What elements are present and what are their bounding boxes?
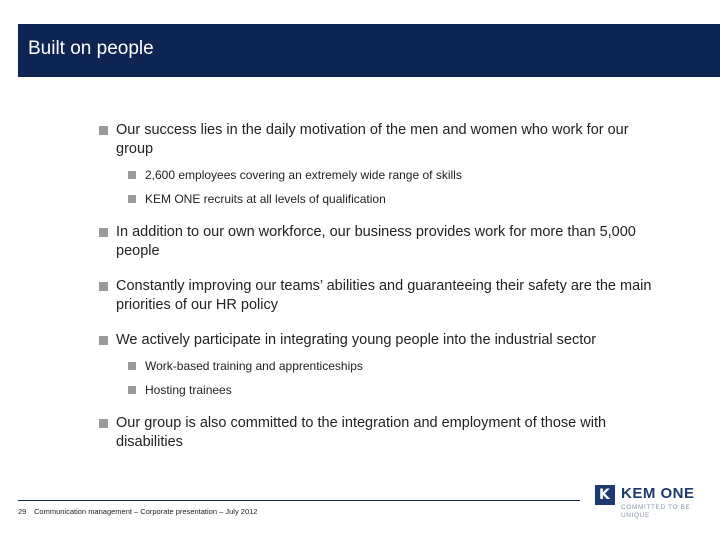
bullet-square-icon [99, 336, 108, 345]
bullet-text: We actively participate in integrating young people into the industrial sector [116, 332, 597, 348]
sub-bullet-square-icon [128, 362, 136, 370]
bullet-item [99, 414, 659, 452]
bullet-text: Our group is also committed to the integration and employment of those with disabilities [116, 415, 607, 450]
sub-bullet-square-icon [128, 386, 136, 394]
sub-bullet-item [116, 382, 659, 398]
logo-mark-letter: K [599, 487, 610, 503]
title-bar [18, 24, 720, 77]
footer-divider [18, 500, 580, 501]
bullet-item [99, 277, 659, 315]
logo-tagline: COMMITTED TO BE UNIQUE [621, 504, 691, 519]
kem-one-logo [595, 484, 705, 524]
sub-bullet-text: 2,600 employees covering an extremely wide range of skills [145, 168, 462, 182]
sub-bullet-square-icon [128, 195, 136, 203]
bullet-text: Our success lies in the daily motivation of the men and women who work for our group [116, 122, 629, 157]
bullet-text: In addition to our own workforce, our business provides work for more than 5,000 people [116, 224, 636, 259]
bullet-item [99, 121, 659, 207]
logo-mark-icon [595, 485, 615, 505]
bullet-square-icon [99, 419, 108, 428]
bullet-list [99, 121, 659, 452]
sub-bullet-item [116, 191, 659, 207]
bullet-item [99, 331, 659, 398]
sub-bullet-text: Work-based training and apprenticeships [145, 359, 363, 373]
logo-name: KEM ONE [621, 485, 695, 502]
bullet-text: Constantly improving our teams’ abilities and guaranteeing their safety are the main priorities of our HR policy [116, 278, 652, 313]
bullet-square-icon [99, 282, 108, 291]
sub-bullet-text: Hosting trainees [145, 383, 232, 397]
bullet-square-icon [99, 126, 108, 135]
sub-bullet-item [116, 358, 659, 374]
bullet-item [99, 223, 659, 261]
slide-title: Built on people [28, 38, 154, 59]
sub-bullet-item [116, 167, 659, 183]
sub-bullet-list [116, 167, 659, 207]
bullet-square-icon [99, 228, 108, 237]
sub-bullet-square-icon [128, 171, 136, 179]
footer-text: Communication management – Corporate presentation – July 2012 [34, 507, 258, 516]
page-number: 29 [18, 507, 27, 516]
sub-bullet-text: KEM ONE recruits at all levels of qualification [145, 192, 386, 206]
sub-bullet-list [116, 358, 659, 398]
